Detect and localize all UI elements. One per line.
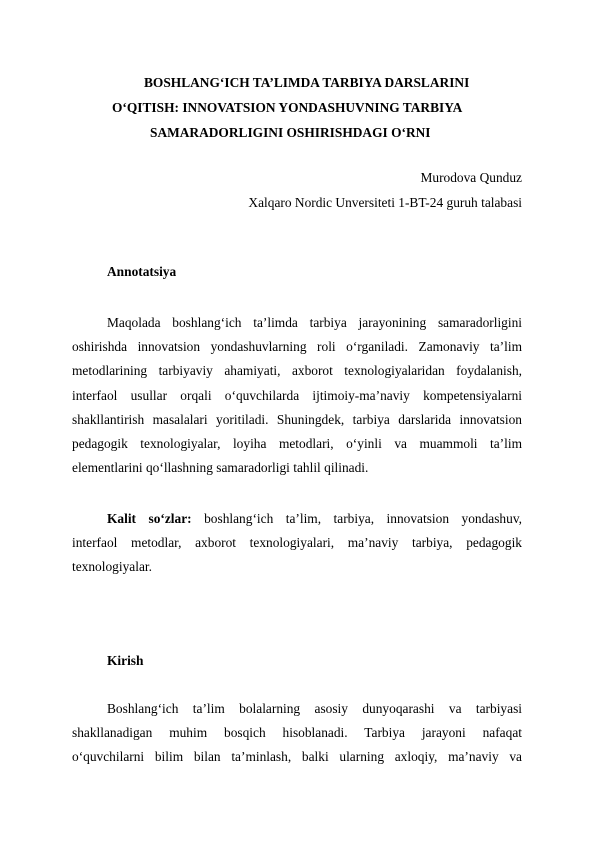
author-name: Murodova Qunduz [420, 170, 522, 185]
keywords-paragraph [72, 507, 522, 580]
abstract-heading: Annotatsiya [107, 264, 177, 279]
abstract-line: Maqolada boshlang‘ich ta’limda tarbiya jarayonining samaradorligini [107, 315, 522, 330]
keywords-line: interfaol metodlar, axborot texnologiyalari, ma’naviy tarbiya, pedagogik [72, 535, 522, 551]
title-line-2: O‘QITISH: INNOVATSION YONDASHUVNING TARBIYA [112, 100, 463, 115]
intro-line: shakllanadigan muhim bosqich hisoblanadi. Tarbiya jarayoni nafaqat [72, 725, 522, 741]
paper-title [70, 70, 524, 145]
abstract-line: interfaol usullar orqali o‘quvchilarda ijtimoiy-ma’naviy kompetensiyalarni [72, 387, 522, 403]
author-affiliation: Xalqaro Nordic Unversiteti 1-BT-24 guruh talabasi [248, 195, 522, 210]
abstract-paragraph [72, 311, 522, 480]
keywords-label: Kalit so‘zlar: [107, 511, 192, 526]
intro-line: o‘quvchilarni bilim bilan ta’minlash, balki ularning axloqiy, ma’naviy va [72, 749, 522, 765]
intro-heading: Kirish [107, 653, 144, 668]
title-line-3: SAMARADORLIGINI OSHIRISHDAGI O‘RNI [150, 125, 431, 140]
abstract-line: oshirishda innovatsion yondashuvlarning roli o‘rganiladi. Zamonaviy ta’lim [72, 339, 522, 355]
abstract-line: shakllantirish masalalari yoritiladi. Shuningdek, tarbiya darslarida innovatsion [72, 411, 522, 427]
keywords-line: texnologiyalar. [72, 559, 152, 575]
title-line-1: BOSHLANG‘ICH TA’LIMDA TARBIYA DARSLARINI [144, 75, 470, 90]
intro-paragraph [72, 697, 522, 770]
abstract-line: elementlarini qo‘llashning samaradorligi tahlil qilinadi. [72, 460, 369, 476]
keywords-line [72, 507, 522, 531]
keywords-first-line-text: boshlang‘ich ta’lim, tarbiya, innovatsion yondashuv, [191, 511, 522, 526]
intro-line: Boshlang‘ich ta’lim bolalarning asosiy dunyoqarashi va tarbiyasi [107, 701, 522, 716]
abstract-line: pedagogik texnologiyalar, loyiha metodlari, o‘yinli va muammoli ta’lim [72, 436, 522, 452]
author-block [248, 165, 522, 215]
abstract-line: metodlarining tarbiyaviy ahamiyati, axborot texnologiyalaridan foydalanish, [72, 363, 522, 379]
